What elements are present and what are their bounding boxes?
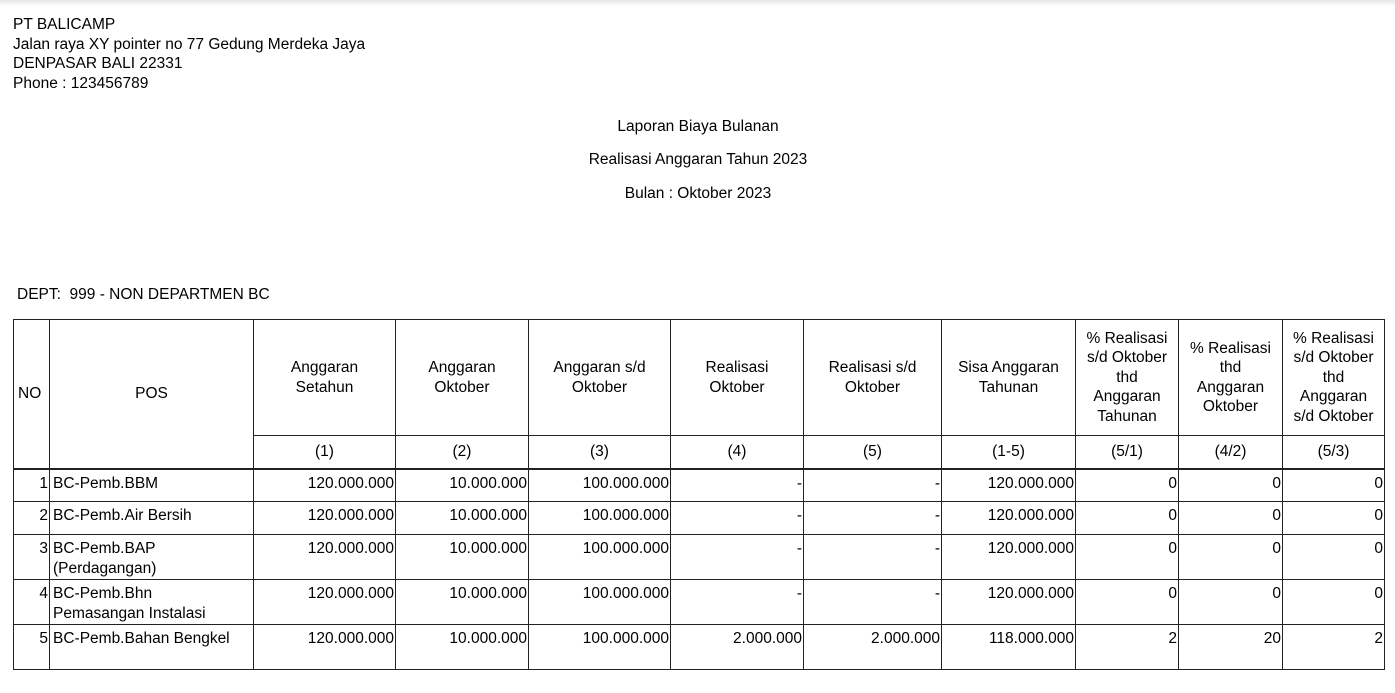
cell-realisasi-oktober: 2.000.000 <box>671 625 804 670</box>
header-label-line: s/d Oktober <box>1293 349 1374 367</box>
header-realisasi-oktober <box>671 320 804 436</box>
report-period: Bulan : Oktober 2023 <box>624 185 772 202</box>
cell-realisasi-oktober: - <box>671 502 804 535</box>
company-phone: Phone : 123456789 <box>13 74 149 92</box>
cell-pos <box>50 580 254 625</box>
report-subtitle: Realisasi Anggaran Tahun 2023 <box>588 151 808 168</box>
cell-no: 5 <box>14 625 50 670</box>
cell-pct-4-2: 0 <box>1179 580 1283 625</box>
header-label-line: Tahunan <box>978 378 1039 396</box>
cell-anggaran-sd-oktober: 100.000.000 <box>529 625 671 670</box>
header-label-line: Anggaran <box>1196 378 1265 396</box>
cell-anggaran-oktober: 10.000.000 <box>396 580 529 625</box>
cell-realisasi-sd-oktober: - <box>804 535 942 580</box>
header-label-line: Anggaran <box>1093 388 1161 406</box>
cell-sisa-anggaran: 120.000.000 <box>942 502 1076 535</box>
cell-anggaran-setahun: 120.000.000 <box>254 580 396 625</box>
cell-pct-4-2: 0 <box>1179 469 1283 502</box>
table-row <box>14 625 1385 670</box>
cell-pct-4-2: 0 <box>1179 502 1283 535</box>
cell-pct-5-1: 2 <box>1076 625 1179 670</box>
cell-realisasi-sd-oktober: - <box>804 502 942 535</box>
header-label-line: Realisasi s/d <box>828 359 917 376</box>
table-row <box>14 580 1385 625</box>
cell-realisasi-oktober: - <box>671 580 804 625</box>
header-no <box>14 320 50 469</box>
header-label-line: Oktober <box>844 378 901 396</box>
cell-pos: BC-Pemb.BBM <box>50 469 254 502</box>
cell-sisa-anggaran: 118.000.000 <box>942 625 1076 670</box>
cell-anggaran-sd-oktober: 100.000.000 <box>529 535 671 580</box>
header-label-line: s/d Oktober <box>1293 407 1374 425</box>
cell-anggaran-sd-oktober: 100.000.000 <box>529 580 671 625</box>
cell-anggaran-oktober: 10.000.000 <box>396 625 529 670</box>
company-address: Jalan raya XY pointer no 77 Gedung Merdeka Jaya <box>13 35 366 53</box>
cell-pos: BC-Pemb.Air Bersih <box>50 502 254 535</box>
header-label-line: Oktober <box>434 378 490 396</box>
cell-anggaran-setahun: 120.000.000 <box>254 502 396 535</box>
cell-pct-5-1: 0 <box>1076 535 1179 580</box>
cell-anggaran-oktober: 10.000.000 <box>396 535 529 580</box>
header-anggaran-sd-oktober <box>529 320 671 436</box>
cell-pos <box>50 535 254 580</box>
header-label-line: Oktober <box>571 378 628 396</box>
table-row <box>14 469 1385 502</box>
cell-pct-5-1: 0 <box>1076 502 1179 535</box>
pos-line: BC-Pemb.Bhn <box>53 585 153 602</box>
header-label-line: Realisasi <box>705 359 769 376</box>
company-name: PT BALICAMP <box>13 16 116 33</box>
cell-pos: BC-Pemb.Bahan Bengkel <box>50 625 254 670</box>
header-label-line: thd <box>1219 359 1242 376</box>
cell-anggaran-sd-oktober: 100.000.000 <box>529 469 671 502</box>
header-pct-5-3 <box>1283 320 1385 436</box>
cell-pct-5-3: 0 <box>1283 502 1385 535</box>
report-title: Laporan Biaya Bulanan <box>617 118 779 135</box>
cell-pct-5-1: 0 <box>1076 469 1179 502</box>
header-pct-5-1 <box>1076 320 1179 436</box>
cell-anggaran-sd-oktober: 100.000.000 <box>529 502 671 535</box>
header-code: (1-5) <box>942 436 1076 469</box>
cell-pct-5-3: 2 <box>1283 625 1385 670</box>
budget-table <box>13 319 1385 670</box>
header-label-line: thd <box>1322 368 1345 386</box>
pos-line: (Perdagangan) <box>53 560 157 577</box>
cell-pct-4-2: 20 <box>1179 625 1283 670</box>
cell-no: 3 <box>14 535 50 580</box>
cell-pct-5-3: 0 <box>1283 535 1385 580</box>
cell-no: 2 <box>14 502 50 535</box>
header-sisa-anggaran <box>942 320 1076 436</box>
header-label-line: Oktober <box>709 378 765 396</box>
cell-anggaran-setahun: 120.000.000 <box>254 469 396 502</box>
header-code: (4) <box>671 436 804 469</box>
header-code: (5/3) <box>1283 436 1385 469</box>
header-code: (5) <box>804 436 942 469</box>
header-label-line: Anggaran <box>1299 388 1368 406</box>
cell-anggaran-setahun: 120.000.000 <box>254 535 396 580</box>
pos-line: Pemasangan Instalasi <box>53 605 206 622</box>
header-label-line: Sisa Anggaran <box>958 359 1059 376</box>
cell-realisasi-sd-oktober: 2.000.000 <box>804 625 942 670</box>
page-top-shadow <box>0 0 1395 6</box>
company-header <box>13 15 365 93</box>
header-label-line: Anggaran <box>428 359 496 376</box>
cell-realisasi-sd-oktober: - <box>804 580 942 625</box>
header-anggaran-setahun <box>254 320 396 436</box>
header-label-line: Oktober <box>1202 398 1259 415</box>
header-label-line: % Realisasi <box>1293 329 1374 347</box>
company-city: DENPASAR BALI 22331 <box>13 55 183 72</box>
header-code: (4/2) <box>1179 436 1283 469</box>
header-label-line: NO <box>18 385 42 402</box>
cell-pct-5-1: 0 <box>1076 580 1179 625</box>
cell-no: 4 <box>14 580 50 625</box>
header-label-line: Anggaran <box>290 359 359 376</box>
header-label-line: % Realisasi <box>1190 339 1271 357</box>
cell-realisasi-oktober: - <box>671 469 804 502</box>
cell-pct-5-3: 0 <box>1283 580 1385 625</box>
cell-anggaran-setahun: 120.000.000 <box>254 625 396 670</box>
header-label-line: % Realisasi <box>1086 329 1168 347</box>
table-row <box>14 535 1385 580</box>
header-label-line: s/d Oktober <box>1086 349 1168 367</box>
header-code: (3) <box>529 436 671 469</box>
cell-sisa-anggaran: 120.000.000 <box>942 469 1076 502</box>
cell-no: 1 <box>14 469 50 502</box>
cell-anggaran-oktober: 10.000.000 <box>396 502 529 535</box>
header-label-line: Setahun <box>295 378 354 396</box>
header-pct-4-2 <box>1179 320 1283 436</box>
header-anggaran-oktober <box>396 320 529 436</box>
cell-sisa-anggaran: 120.000.000 <box>942 535 1076 580</box>
header-label-line: POS <box>135 385 168 402</box>
cell-pct-4-2: 0 <box>1179 535 1283 580</box>
header-label-line: thd <box>1116 368 1138 386</box>
table-row <box>14 502 1385 535</box>
pos-line: BC-Pemb.BAP <box>53 540 156 557</box>
department-label: DEPT: 999 - NON DEPARTMEN BC <box>17 286 270 303</box>
header-label-line: Tahunan <box>1097 407 1157 425</box>
cell-pct-5-3: 0 <box>1283 469 1385 502</box>
header-label-line: Anggaran s/d <box>553 359 646 376</box>
header-pos <box>50 320 254 469</box>
header-realisasi-sd-oktober <box>804 320 942 436</box>
header-code: (2) <box>396 436 529 469</box>
cell-anggaran-oktober: 10.000.000 <box>396 469 529 502</box>
cell-sisa-anggaran: 120.000.000 <box>942 580 1076 625</box>
header-code: (1) <box>254 436 396 469</box>
cell-realisasi-sd-oktober: - <box>804 469 942 502</box>
header-row <box>14 320 1385 436</box>
header-code: (5/1) <box>1076 436 1179 469</box>
cell-realisasi-oktober: - <box>671 535 804 580</box>
